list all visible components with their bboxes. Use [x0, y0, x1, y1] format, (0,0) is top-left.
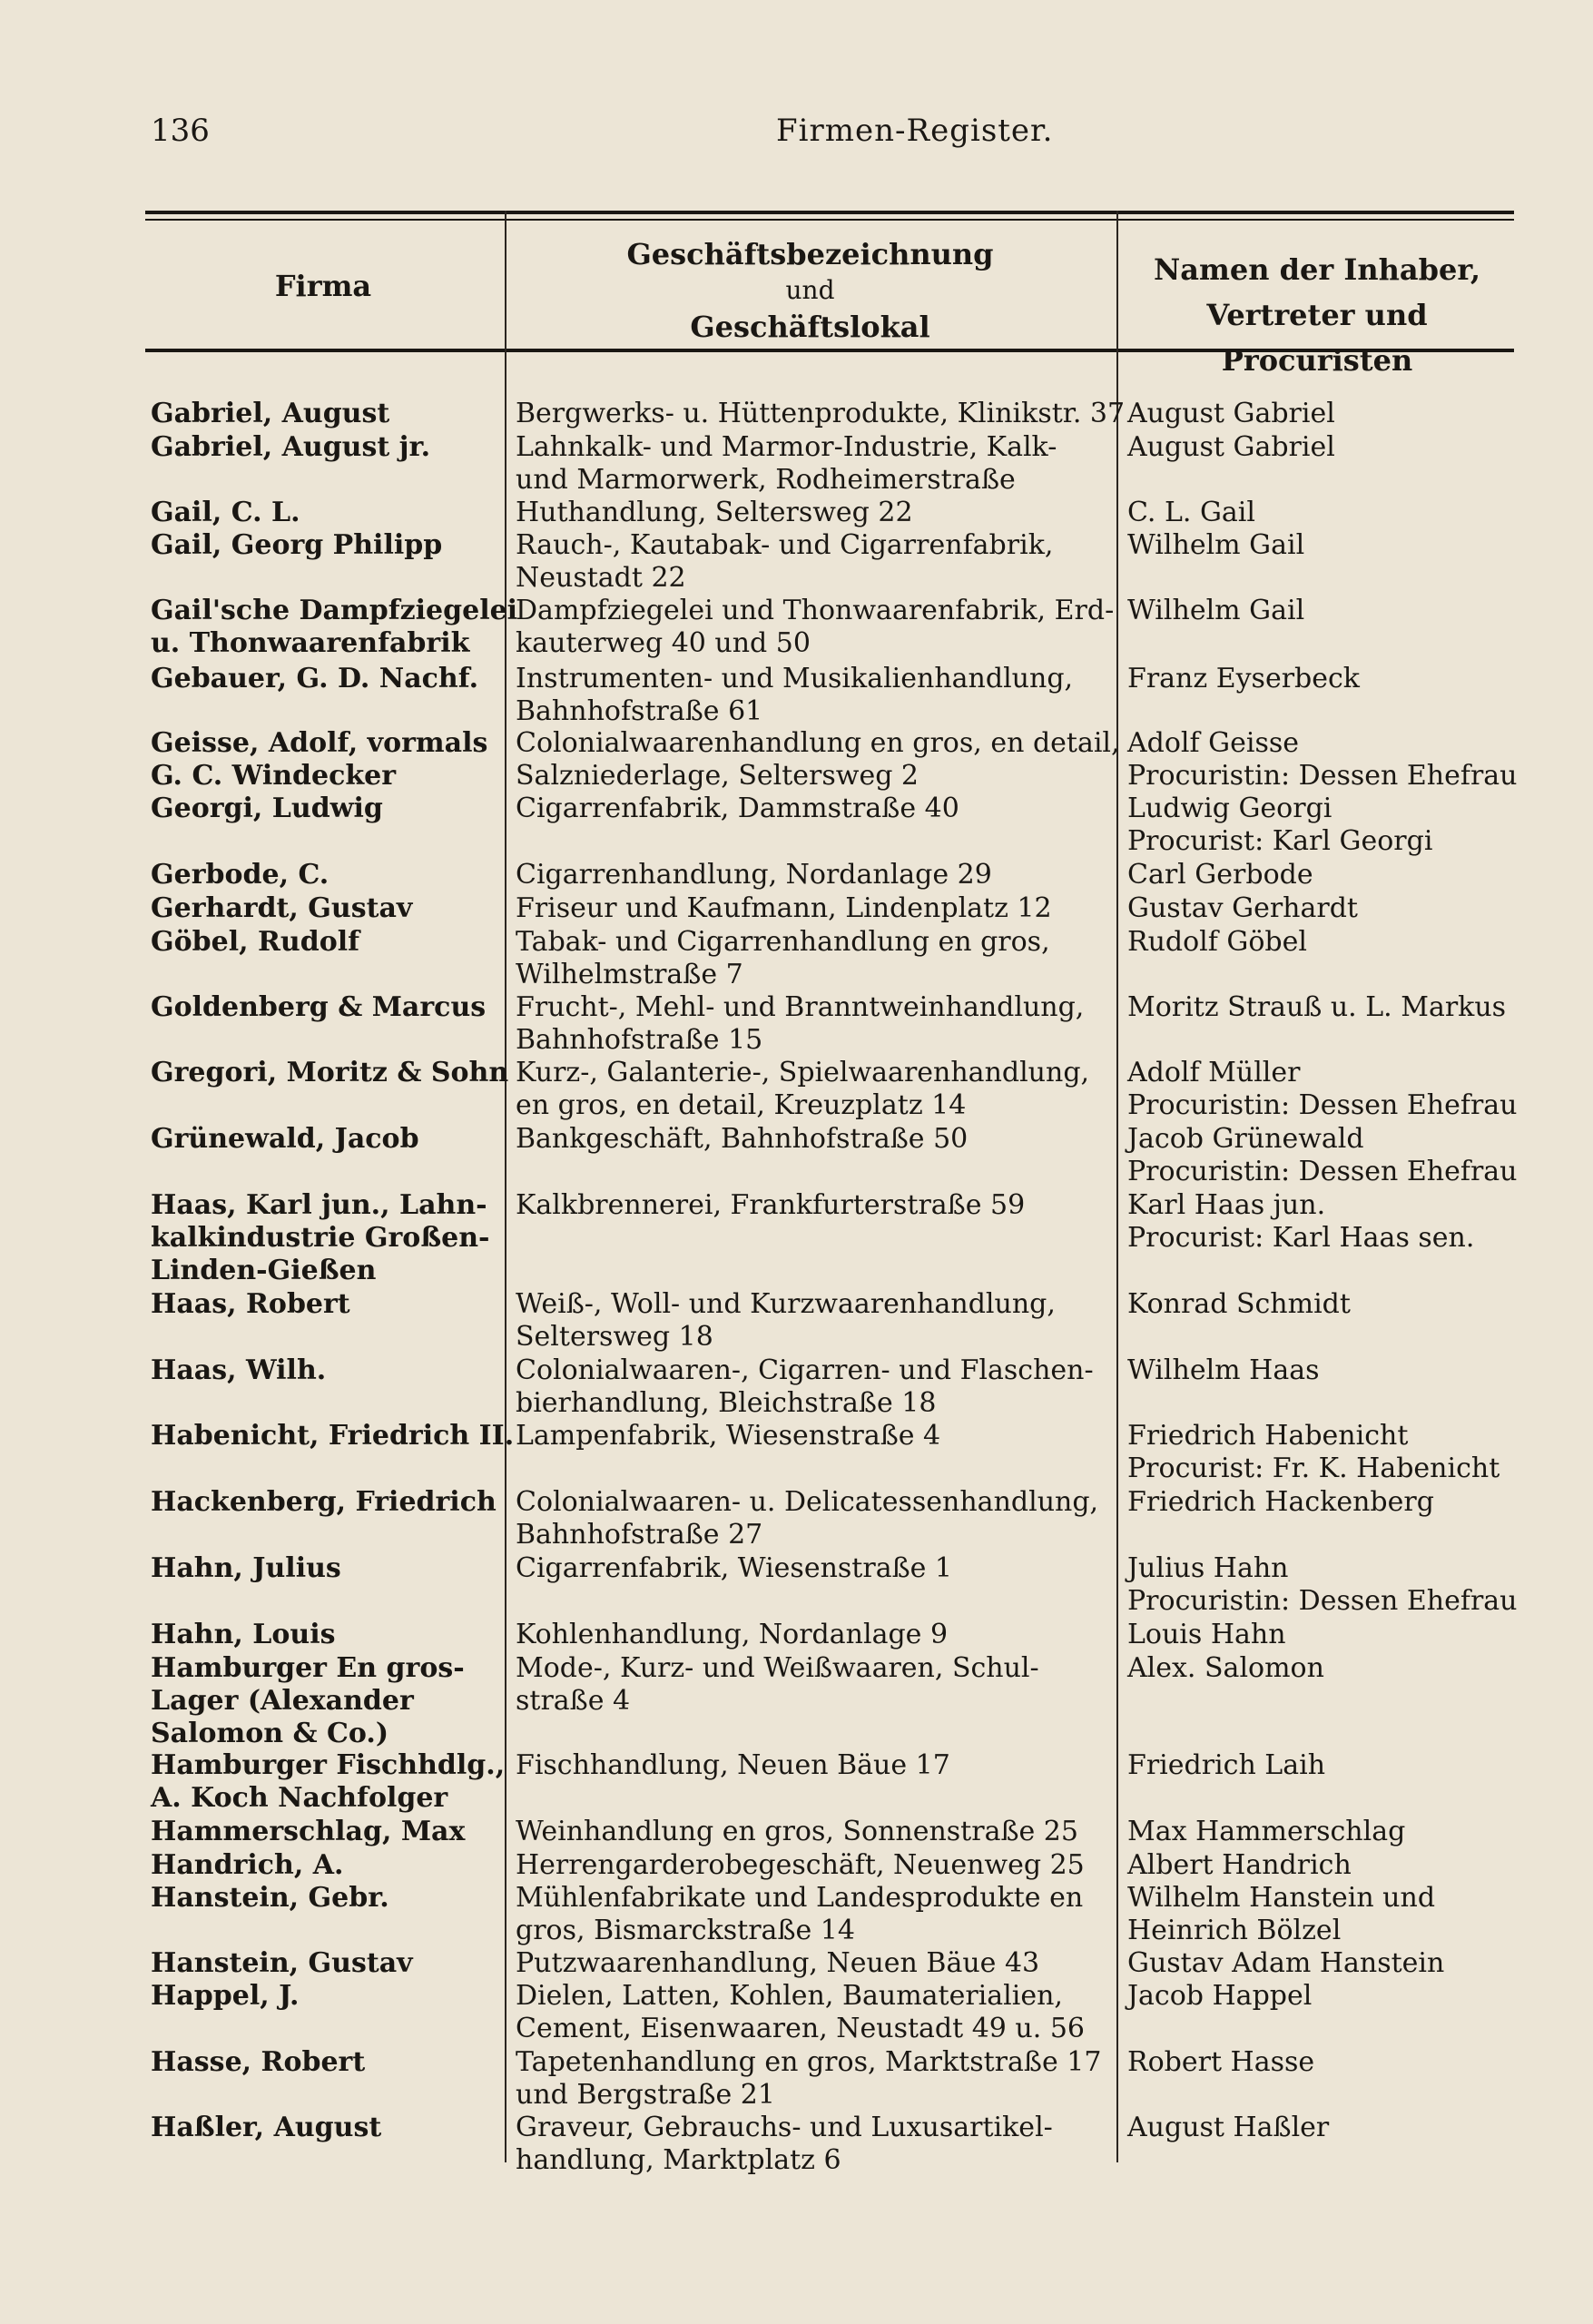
firma-cell: Hackenberg, Friedrich — [151, 1486, 497, 1518]
geschaeft-cell: Herrengarderobegeschäft, Neuenweg 25 — [516, 1849, 1085, 1881]
inhaber-cell: Jacob Happel — [1127, 1980, 1313, 2012]
firma-cell: Haas, Wilh. — [151, 1354, 327, 1386]
inhaber-cell: Konrad Schmidt — [1127, 1288, 1351, 1320]
firma-cell: Hanstein, Gebr. — [151, 1882, 389, 1914]
firma-cell: Gerbode, C. — [151, 859, 329, 891]
inhaber-cell: Robert Hasse — [1127, 2046, 1315, 2078]
firma-cell: Habenicht, Friedrich II. — [151, 1420, 515, 1452]
firma-cell: Haas, Karl jun., Lahn- kalkindustrie Großen- Linden-Gießen — [151, 1189, 490, 1286]
inhaber-cell: Albert Handrich — [1127, 1849, 1352, 1881]
inhaber-cell: C. L. Gail — [1127, 497, 1255, 528]
firma-cell: Hamburger Fischhdlg., A. Koch Nachfolger — [151, 1749, 506, 1814]
firma-cell: Hammerschlag, Max — [151, 1816, 466, 1847]
geschaeft-cell: Lampenfabrik, Wiesenstraße 4 — [516, 1420, 941, 1452]
column-header-namen-line2: Vertreter und Procuristen — [1206, 298, 1428, 378]
inhaber-cell: Ludwig Georgi Procurist: Karl Georgi — [1127, 793, 1433, 857]
inhaber-cell: Louis Hahn — [1127, 1619, 1286, 1650]
geschaeft-cell: Tabak- und Cigarrenhandlung en gros, Wilhelmstraße 7 — [516, 926, 1050, 990]
geschaeft-cell: Lahnkalk- und Marmor-Industrie, Kalk- und Marmorwerk, Rodheimerstraße — [516, 431, 1057, 496]
firma-cell: Gail, C. L. — [151, 497, 300, 528]
column-divider-1 — [505, 211, 506, 2162]
firma-cell: Gabriel, August — [151, 398, 390, 429]
firma-cell: Geisse, Adolf, vormals G. C. Windecker — [151, 727, 488, 792]
geschaeft-cell: Cigarrenfabrik, Wiesenstraße 1 — [516, 1552, 952, 1584]
firma-cell: Göbel, Rudolf — [151, 926, 360, 958]
geschaeft-cell: Kurz-, Galanterie-, Spielwaarenhandlung, en gros, en detail, Kreuzplatz 14 — [516, 1057, 1090, 1121]
column-header-geschaeft-line2: und — [785, 275, 835, 305]
inhaber-cell: Franz Eyserbeck — [1127, 663, 1360, 694]
inhaber-cell: Friedrich Habenicht Procurist: Fr. K. Habenicht — [1127, 1420, 1500, 1484]
geschaeft-cell: Colonialwaaren-, Cigarren- und Flaschen- bierhandlung, Bleichstraße 18 — [516, 1354, 1094, 1419]
inhaber-cell: Alex. Salomon — [1127, 1652, 1324, 1684]
geschaeft-cell: Kohlenhandlung, Nordanlage 9 — [516, 1619, 949, 1650]
geschaeft-cell: Weinhandlung en gros, Sonnenstraße 25 — [516, 1816, 1078, 1847]
column-header-namen-line1: Namen der Inhaber, — [1154, 252, 1480, 287]
firma-cell: Hahn, Julius — [151, 1552, 341, 1584]
column-header-firma-label: Firma — [274, 269, 372, 303]
geschaeft-cell: Graveur, Gebrauchs- und Luxusartikel- handlung, Marktplatz 6 — [516, 2112, 1053, 2176]
column-divider-2 — [1116, 211, 1118, 2162]
inhaber-cell: Max Hammerschlag — [1127, 1816, 1406, 1847]
geschaeft-cell: Bankgeschäft, Bahnhofstraße 50 — [516, 1123, 969, 1155]
page-title: Firmen-Register. — [776, 113, 1054, 149]
geschaeft-cell: Bergwerks- u. Hüttenprodukte, Klinikstr. 37 — [516, 398, 1126, 429]
inhaber-cell: Wilhelm Gail — [1127, 595, 1305, 626]
inhaber-cell: Wilhelm Hanstein und Heinrich Bölzel — [1127, 1882, 1436, 1946]
column-header-geschaeft — [508, 231, 1112, 350]
geschaeft-cell: Mode-, Kurz- und Weißwaaren, Schul- straße 4 — [516, 1652, 1039, 1717]
inhaber-cell: August Haßler — [1127, 2112, 1330, 2143]
firma-cell: Hahn, Louis — [151, 1619, 336, 1650]
geschaeft-cell: Mühlenfabrikate und Landesprodukte en gros, Bismarckstraße 14 — [516, 1882, 1084, 1946]
inhaber-cell: Wilhelm Gail — [1127, 529, 1305, 561]
firma-cell: Gabriel, August jr. — [151, 431, 431, 463]
firma-cell: Grünewald, Jacob — [151, 1123, 419, 1155]
firma-cell: Haas, Robert — [151, 1288, 350, 1320]
geschaeft-cell: Colonialwaaren- u. Delicatessenhandlung, Bahnhofstraße 27 — [516, 1486, 1099, 1551]
geschaeft-cell: Dampfziegelei und Thonwaarenfabrik, Erd- kauterweg 40 und 50 — [516, 595, 1115, 659]
inhaber-cell: August Gabriel — [1127, 398, 1335, 429]
inhaber-cell: Gustav Gerhardt — [1127, 892, 1358, 924]
inhaber-cell: Moritz Strauß u. L. Markus — [1127, 991, 1507, 1023]
column-header-namen — [1122, 247, 1512, 383]
firma-cell: Haßler, August — [151, 2112, 382, 2143]
geschaeft-cell: Colonialwaarenhandlung en gros, en detail, Salzniederlage, Seltersweg 2 — [516, 727, 1120, 792]
geschaeft-cell: Cigarrenfabrik, Dammstraße 40 — [516, 793, 959, 824]
geschaeft-cell: Tapetenhandlung en gros, Marktstraße 17 und Bergstraße 21 — [516, 2046, 1102, 2111]
firma-cell: Happel, J. — [151, 1980, 300, 2012]
firma-cell: Gebauer, G. D. Nachf. — [151, 663, 479, 694]
inhaber-cell: Friedrich Laih — [1127, 1749, 1326, 1781]
geschaeft-cell: Fischhandlung, Neuen Bäue 17 — [516, 1749, 950, 1781]
geschaeft-cell: Putzwaarenhandlung, Neuen Bäue 43 — [516, 1947, 1040, 1979]
firma-cell: Handrich, A. — [151, 1849, 344, 1881]
geschaeft-cell: Rauch-, Kautabak- und Cigarrenfabrik, Neustadt 22 — [516, 529, 1054, 594]
header-rule-top — [145, 211, 1514, 214]
firma-cell: Gregori, Moritz & Sohn — [151, 1057, 509, 1088]
inhaber-cell: Adolf Müller Procuristin: Dessen Ehefrau — [1127, 1057, 1518, 1121]
geschaeft-cell: Instrumenten- und Musikalienhandlung, Bahnhofstraße 61 — [516, 663, 1074, 727]
geschaeft-cell: Cigarrenhandlung, Nordanlage 29 — [516, 859, 992, 891]
geschaeft-cell: Huthandlung, Seltersweg 22 — [516, 497, 913, 528]
geschaeft-cell: Dielen, Latten, Kohlen, Baumaterialien, Cement, Eisenwaaren, Neustadt 49 u. 56 — [516, 1980, 1085, 2044]
inhaber-cell: Adolf Geisse Procuristin: Dessen Ehefrau — [1127, 727, 1518, 792]
geschaeft-cell: Kalkbrennerei, Frankfurterstraße 59 — [516, 1189, 1026, 1221]
geschaeft-cell: Friseur und Kaufmann, Lindenplatz 12 — [516, 892, 1052, 924]
inhaber-cell: Julius Hahn Procuristin: Dessen Ehefrau — [1127, 1552, 1518, 1617]
header-rule-top-thin — [145, 219, 1514, 221]
inhaber-cell: Rudolf Göbel — [1127, 926, 1307, 958]
inhaber-cell: Jacob Grünewald Procuristin: Dessen Ehefrau — [1127, 1123, 1518, 1187]
inhaber-cell: Wilhelm Haas — [1127, 1354, 1320, 1386]
page-number: 136 — [151, 113, 210, 149]
geschaeft-cell: Frucht-, Mehl- und Branntweinhandlung, Bahnhofstraße 15 — [516, 991, 1085, 1056]
firma-cell: Hasse, Robert — [151, 2046, 366, 2078]
firma-cell: Hamburger En gros- Lager (Alexander Salomon & Co.) — [151, 1652, 465, 1749]
geschaeft-cell: Weiß-, Woll- und Kurzwaarenhandlung, Seltersweg 18 — [516, 1288, 1056, 1353]
firma-cell: Georgi, Ludwig — [151, 793, 383, 824]
column-header-firma — [151, 263, 496, 309]
firma-cell: Gerhardt, Gustav — [151, 892, 413, 924]
inhaber-cell: Gustav Adam Hanstein — [1127, 1947, 1445, 1979]
firma-cell: Hanstein, Gustav — [151, 1947, 413, 1979]
firma-cell: Goldenberg & Marcus — [151, 991, 487, 1023]
column-header-geschaeft-line3: Geschäftslokal — [690, 310, 930, 344]
inhaber-cell: Friedrich Hackenberg — [1127, 1486, 1434, 1518]
inhaber-cell: Karl Haas jun. Procurist: Karl Haas sen. — [1127, 1189, 1475, 1254]
column-header-geschaeft-line1: Geschäftsbezeichnung — [626, 237, 994, 271]
firma-cell: Gail'sche Dampfziegelei u. Thonwaarenfabrik — [151, 595, 518, 659]
firma-cell: Gail, Georg Philipp — [151, 529, 443, 561]
inhaber-cell: August Gabriel — [1127, 431, 1335, 463]
inhaber-cell: Carl Gerbode — [1127, 859, 1313, 891]
